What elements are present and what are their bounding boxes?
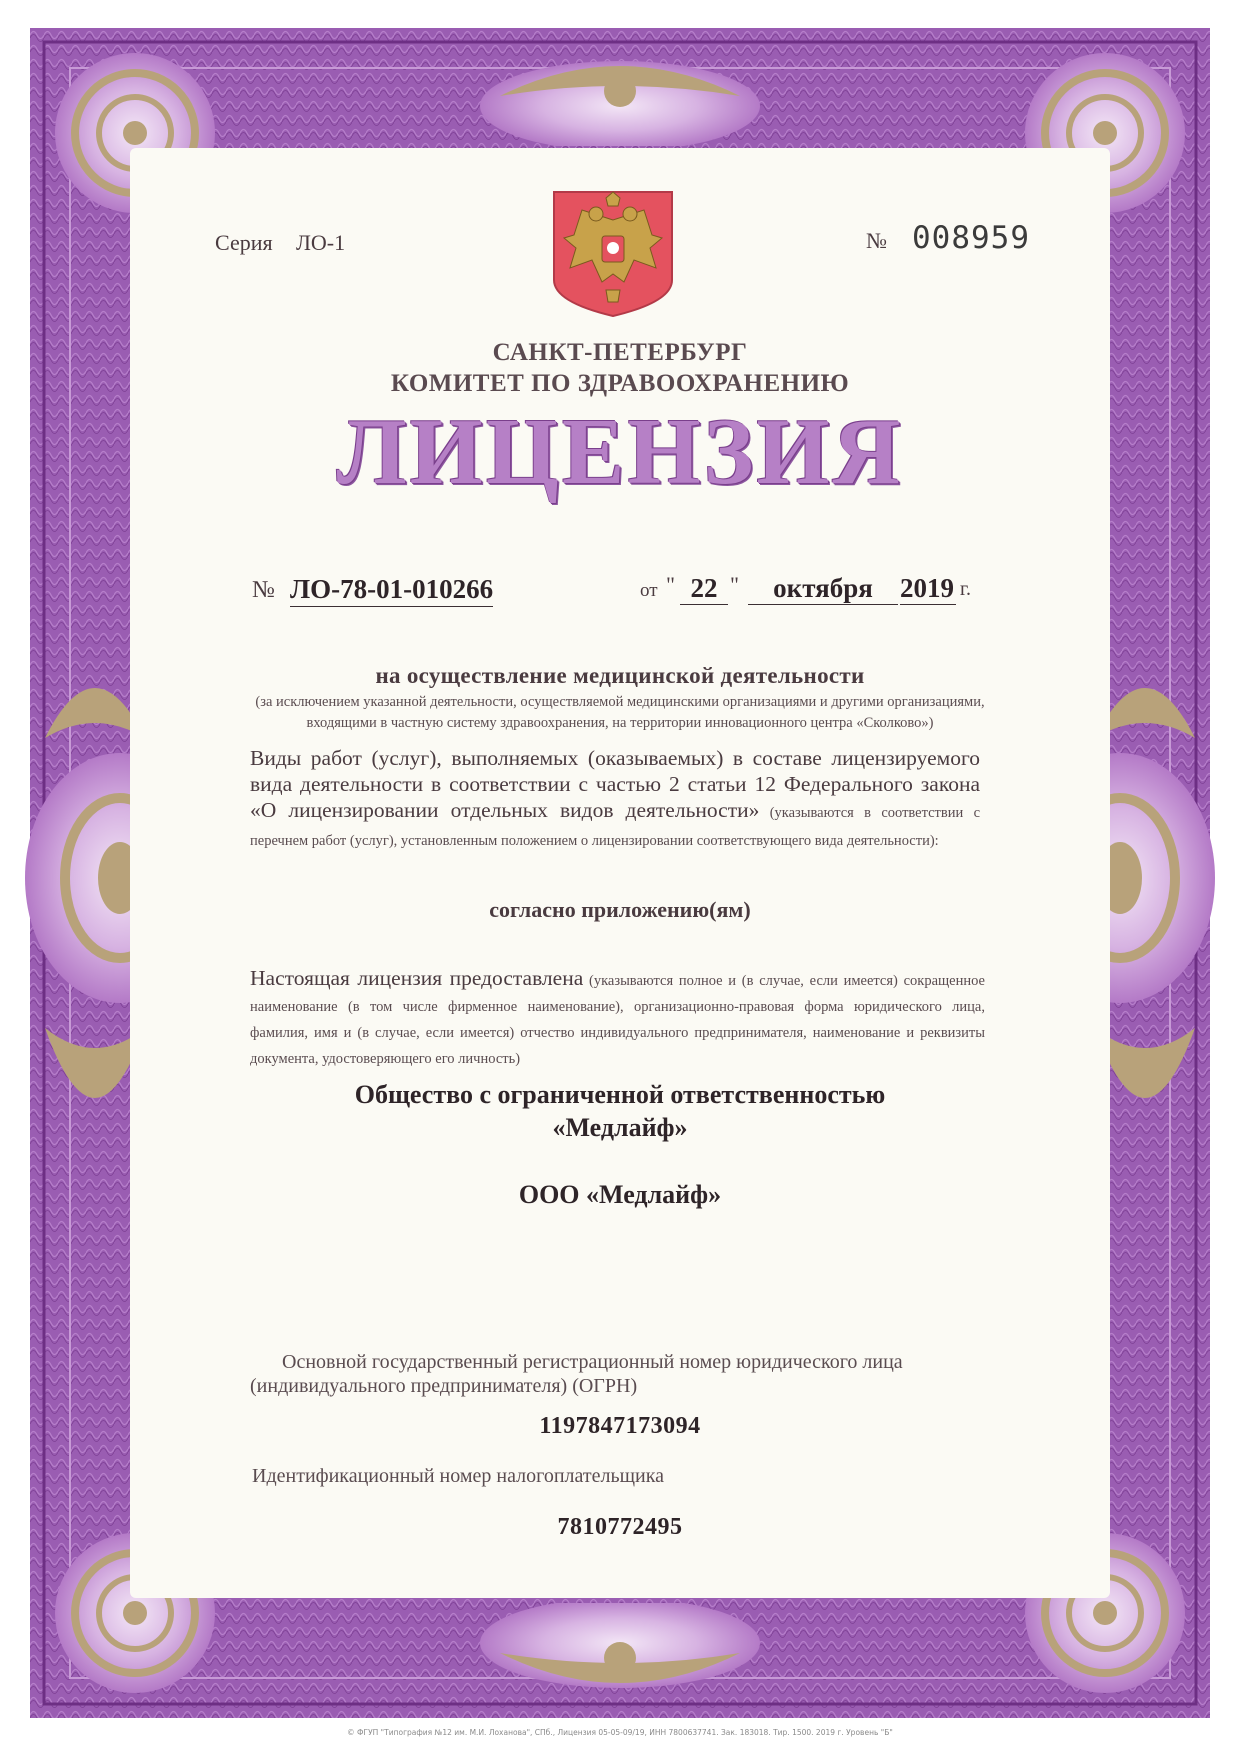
works-note: (указываются в соответствии с перечнем работ (услуг), установленным положением о лицензировании соответствующего вида деятельности): bbox=[250, 805, 980, 849]
granted-note: (указываются полное и (в случае, если имеется) сокращенное наименование (в том числе фирменное наименование), организационно-правовая форма юридического лица, фамилия, имя и (в случае, если имеется) отчество индивидуального предпринимателя, наименование и реквизиты документа, удостоверяющего его личность) bbox=[250, 973, 985, 1067]
printer-imprint: © ФГУП "Типография №12 им. М.И. Лоханова", СПб., Лицензия 05-05-09/19, ИНН 7800637741. Зак. 183018. Тир. 1500. 2019 г. Уровень "Б" bbox=[347, 1728, 893, 1737]
license-number: ЛО-78-01-010266 bbox=[290, 574, 493, 607]
year-suffix: г. bbox=[960, 578, 971, 600]
granted-lead: Настоящая лицензия предоставлена bbox=[250, 966, 584, 990]
series-value: ЛО-1 bbox=[296, 230, 346, 255]
license-number-sign: № bbox=[252, 577, 275, 603]
issuer-city: САНКТ-ПЕТЕРБУРГ bbox=[492, 339, 748, 366]
ogrn-label: Основной государственный регистрационный номер юридического лица (индивидуального предпринимателя) (ОГРН) bbox=[250, 1351, 903, 1397]
serial-number-sign: № bbox=[866, 228, 887, 253]
top-ornament-icon bbox=[470, 36, 770, 146]
activity-title: на осуществление медицинской деятельности bbox=[375, 663, 865, 688]
license-day: 22 bbox=[680, 573, 728, 605]
works-text: Виды работ (услуг), выполняемых (оказываемых) в составе лицензируемого вида деятельности в соответствии с частью 2 статьи 12 Федерального закона «О лицензировании отдельных видов деятельности» bbox=[250, 746, 980, 822]
issuer-committee: КОМИТЕТ ПО ЗДРАВООХРАНЕНИЮ bbox=[390, 370, 850, 397]
coat-of-arms-icon bbox=[552, 190, 674, 318]
license-year: 2019 bbox=[900, 573, 954, 603]
date-quote-close: " bbox=[730, 572, 739, 597]
inn-label: Идентификационный номер налогоплательщика bbox=[252, 1465, 665, 1487]
bottom-ornament-icon bbox=[470, 1603, 770, 1713]
inn-value: 7810772495 bbox=[557, 1514, 683, 1540]
works-paragraph bbox=[250, 745, 980, 853]
organization-full-name-line1: Общество с ограниченной ответственностью bbox=[354, 1080, 886, 1109]
annex-reference: согласно приложению(ям) bbox=[489, 897, 751, 922]
ogrn-value: 1197847173094 bbox=[539, 1413, 701, 1439]
date-quote-open: " bbox=[666, 572, 675, 597]
organization-full-name-line2: «Медлайф» bbox=[552, 1113, 688, 1142]
series-label: Серия bbox=[215, 230, 273, 255]
activity-note: (за исключением указанной деятельности, осуществляемой медицинскими организациями и другими организациями, входящими в частную систему здравоохранения, на территории инновационного центра «Сколково») bbox=[255, 694, 985, 731]
date-from-label: от bbox=[640, 580, 658, 601]
organization-short-name: ООО «Медлайф» bbox=[518, 1180, 722, 1209]
document-title: ЛИЦЕНЗИЯ bbox=[336, 400, 904, 504]
serial-number: 008959 bbox=[912, 220, 1030, 256]
license-month: октября bbox=[748, 573, 898, 605]
granted-paragraph bbox=[250, 965, 985, 1072]
